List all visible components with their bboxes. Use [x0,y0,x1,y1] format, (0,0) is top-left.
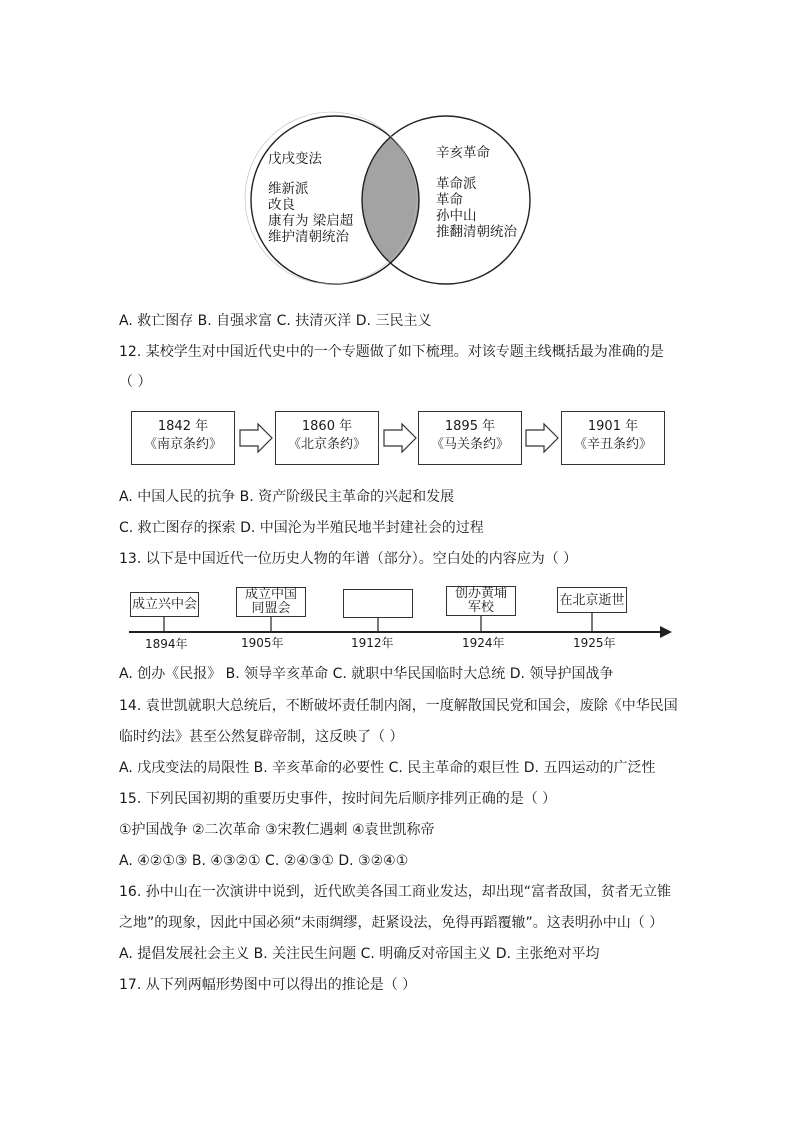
venn-left-item: 改良 [268,197,295,213]
treaty-year: 1860 年 [301,419,353,434]
q14-stem-2: 临时约法》甚至公然复辟帝制，这反映了（ ） [119,729,404,745]
q17-stem: 17. 从下列两幅形势图中可以得出的推论是（ ） [119,977,417,993]
q15-options: A. ④②①③ B. ④③②① C. ②④③① D. ③②④① [119,853,409,869]
timeline-event-box [446,586,516,616]
treaty-year: 1901 年 [587,419,639,434]
timeline-blank-box [343,589,413,618]
timeline-event-box [236,587,306,617]
q14-stem-1: 14. 袁世凯就职大总统后，不断破坏责任制内阁，一度解散国民党和国会，废除《中华民国 [119,698,678,714]
timeline-event-label: 在北京逝世 [559,592,625,608]
treaty-name: 《马关条约》 [430,437,509,452]
treaty-name: 《辛丑条约》 [573,437,652,452]
venn-left-title: 戊戌变法 [268,151,322,167]
timeline-event-label: 成立中国同盟会 [244,587,297,616]
timeline-event-label: 创办黄埔军校 [454,586,507,615]
q16-options: A. 提倡发展社会主义 B. 关注民生问题 C. 明确反对帝国主义 D. 主张绝对平均 [119,946,600,962]
timeline-year: 1905年 [241,636,284,650]
q12-options-2: C. 救亡图存的探索 D. 中国沦为半殖民地半封建社会的过程 [119,520,484,536]
venn-right-item: 孙中山 [436,208,477,224]
q13-options: A. 创办《民报》 B. 领导辛亥革命 C. 就职中华民国临时大总统 D. 领导护国战争 [119,666,614,682]
q11-options: A. 救亡图存 B. 自强求富 C. 扶清灭洋 D. 三民主义 [119,313,432,329]
q13-stem: 13. 以下是中国近代一位历史人物的年谱（部分）。空白处的内容应为（ ） [119,551,578,567]
q12-paren: （ ） [119,374,152,390]
venn-right-item: 革命 [436,192,463,208]
venn-right-item: 革命派 [436,176,477,192]
venn-left-item: 维新派 [268,181,309,197]
venn-right-item: 推翻清朝统治 [436,224,517,240]
timeline-year: 1925年 [573,636,616,650]
q16-stem-2: 之地”的现象，因此中国必须“未雨绸缪，赶紧设法，免得再蹈覆辙”。这表明孙中山（ ） [119,915,664,931]
timeline-year: 1912年 [351,636,394,650]
venn-left-item: 维护清朝统治 [268,229,349,245]
treaty-name: 《南京条约》 [143,437,222,452]
q12-options-1: A. 中国人民的抗争 B. 资产阶级民主革命的兴起和发展 [119,489,455,505]
timeline-year: 1894年 [145,637,188,651]
treaty-year: 1842 年 [157,419,209,434]
q12-stem: 12. 某校学生对中国近代史中的一个专题做了如下梳理。对该专题主线概括最为准确的是 [119,344,664,360]
q16-stem-1: 16. 孙中山在一次演讲中说到，近代欧美各国工商业发达，却出现“富者敌国，贫者无立锥 [119,884,671,900]
timeline-year: 1924年 [462,636,505,650]
venn-left-item: 康有为 梁启超 [268,213,354,229]
timeline-arrowhead [660,626,672,638]
timeline-event-box [557,587,627,613]
treaty-year: 1895 年 [444,419,496,434]
q14-options: A. 戊戌变法的局限性 B. 辛亥革命的必要性 C. 民主革命的艰巨性 D. 五四运动的广泛性 [119,760,656,776]
venn-right-title: 辛亥革命 [436,145,490,161]
timeline-event-box [130,592,199,617]
treaty-name: 《北京条约》 [287,437,366,452]
q15-stem: 15. 下列民国初期的重要历史事件，按时间先后顺序排列正确的是（ ） [119,791,557,807]
q15-events: ①护国战争 ②二次革命 ③宋教仁遇刺 ④袁世凯称帝 [119,822,435,838]
timeline-event-label: 成立兴中会 [131,597,197,612]
